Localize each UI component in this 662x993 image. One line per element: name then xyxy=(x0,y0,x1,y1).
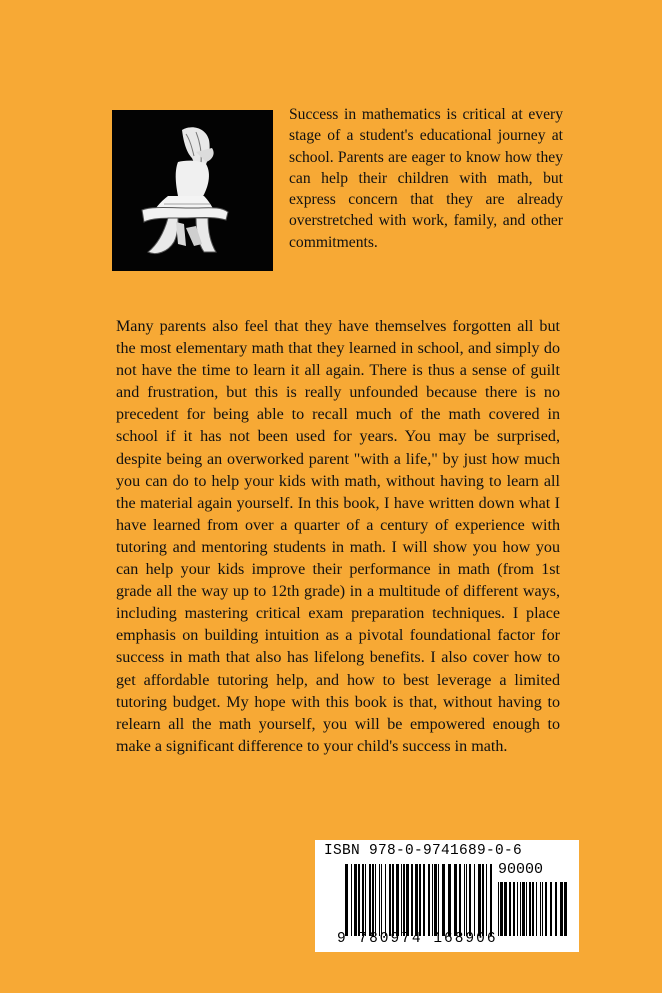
barcode-bar xyxy=(478,864,481,936)
barcode-bar xyxy=(522,882,525,936)
barcode-bar xyxy=(415,864,418,936)
barcode-bar xyxy=(454,864,457,936)
barcode-bar xyxy=(365,864,366,936)
barcode-bar xyxy=(411,864,413,936)
barcode-bar xyxy=(529,882,531,936)
description-paragraph: Many parents also feel that they have themselves forgotten all but the most elementary math that they learned in school, and simply do not have the time to learn it all again. There is thus a sense of guilt and frustration, but this is really unfounded because there is no precedent for being able to recall much of the math covered in school if it has not been used for years. You may be surprised, despite being an overworked parent "with a life," by just how much you can do to help your kids with math, without having to learn all the material again yourself. In this book, I have written down what I have learned from over a quarter of a century of experience with tutoring and mentoring students in math. I will show you how you can help your kids improve their performance in math (from 1st grade all the way up to 12th grade) in a multitude of different ways, including mastering critical exam preparation techniques. I place emphasis on building intuition as a pivotal foundational factor for success in math that also has lifelong benefits. I also cover how to get affordable tutoring help, and how to best leverage a limited tutoring budget. My hope with this book is that, without having to relearn all the math yourself, you will be empowered enough to make a significant difference to your child's success in math. xyxy=(116,318,560,755)
isbn-label: ISBN 978-0-9741689-0-6 xyxy=(324,843,523,859)
intro-paragraph: Success in mathematics is critical at every stage of a student's educational journey at school. Parents are eager to know how they can help their children with math, but express concern that they are already overstretched with work, family, and other commitments. xyxy=(289,106,563,251)
barcode-bar xyxy=(513,882,515,936)
barcode-bar xyxy=(381,864,382,936)
barcode-bar xyxy=(372,864,374,936)
cover-illustration xyxy=(112,110,273,271)
barcode-bar xyxy=(392,864,394,936)
barcode-bar xyxy=(379,864,380,936)
barcode-bar xyxy=(490,864,492,936)
barcode-bar xyxy=(358,864,360,936)
barcode-bar xyxy=(448,864,451,936)
barcode-bar xyxy=(482,864,484,936)
barcode-bar xyxy=(354,864,357,936)
barcode-bar xyxy=(564,882,567,936)
barcode-bar xyxy=(434,864,437,936)
girl-sitting-on-pi-symbol-illustration xyxy=(112,110,273,271)
barcode-bar xyxy=(375,864,376,936)
barcode-bar xyxy=(504,882,507,936)
barcode-bar xyxy=(438,864,439,936)
barcode-bar xyxy=(474,864,475,936)
barcode-bar xyxy=(362,864,364,936)
barcode-bar xyxy=(466,864,467,936)
barcode-bar xyxy=(442,864,445,936)
barcode-bar xyxy=(550,882,552,936)
barcode-bar xyxy=(423,864,425,936)
barcode-bar xyxy=(517,882,518,936)
barcode-bar xyxy=(500,882,503,936)
barcode-bar xyxy=(369,864,371,936)
isbn-barcode xyxy=(315,840,579,952)
barcode-bar xyxy=(532,882,534,936)
barcode-bar xyxy=(560,882,563,936)
barcode-bar xyxy=(385,864,386,936)
barcode-bar xyxy=(545,882,547,936)
barcode-bar xyxy=(406,864,409,936)
ean-digits: 9 780974 168906 xyxy=(337,931,498,947)
barcode-bar xyxy=(526,882,527,936)
barcode-bar xyxy=(464,864,465,936)
barcode-bar xyxy=(389,864,391,936)
barcode-bar xyxy=(540,882,541,936)
price-code: 90000 xyxy=(498,861,544,878)
barcode-bar xyxy=(419,864,421,936)
barcode-bar xyxy=(520,882,521,936)
barcode-bar xyxy=(536,882,537,936)
barcode-bar xyxy=(542,882,543,936)
barcode-bar xyxy=(345,864,348,936)
barcode-bar xyxy=(428,864,430,936)
barcode-bar xyxy=(469,864,471,936)
barcode-bar xyxy=(403,864,405,936)
barcode-bar xyxy=(401,864,402,936)
barcode-bar xyxy=(498,882,499,936)
barcode-bar xyxy=(459,864,461,936)
barcode-bar xyxy=(555,882,557,936)
barcode-bar xyxy=(351,864,352,936)
barcode-bar xyxy=(486,864,487,936)
barcode-bar xyxy=(396,864,399,936)
barcode-bar xyxy=(432,864,433,936)
barcode-bar xyxy=(509,882,511,936)
